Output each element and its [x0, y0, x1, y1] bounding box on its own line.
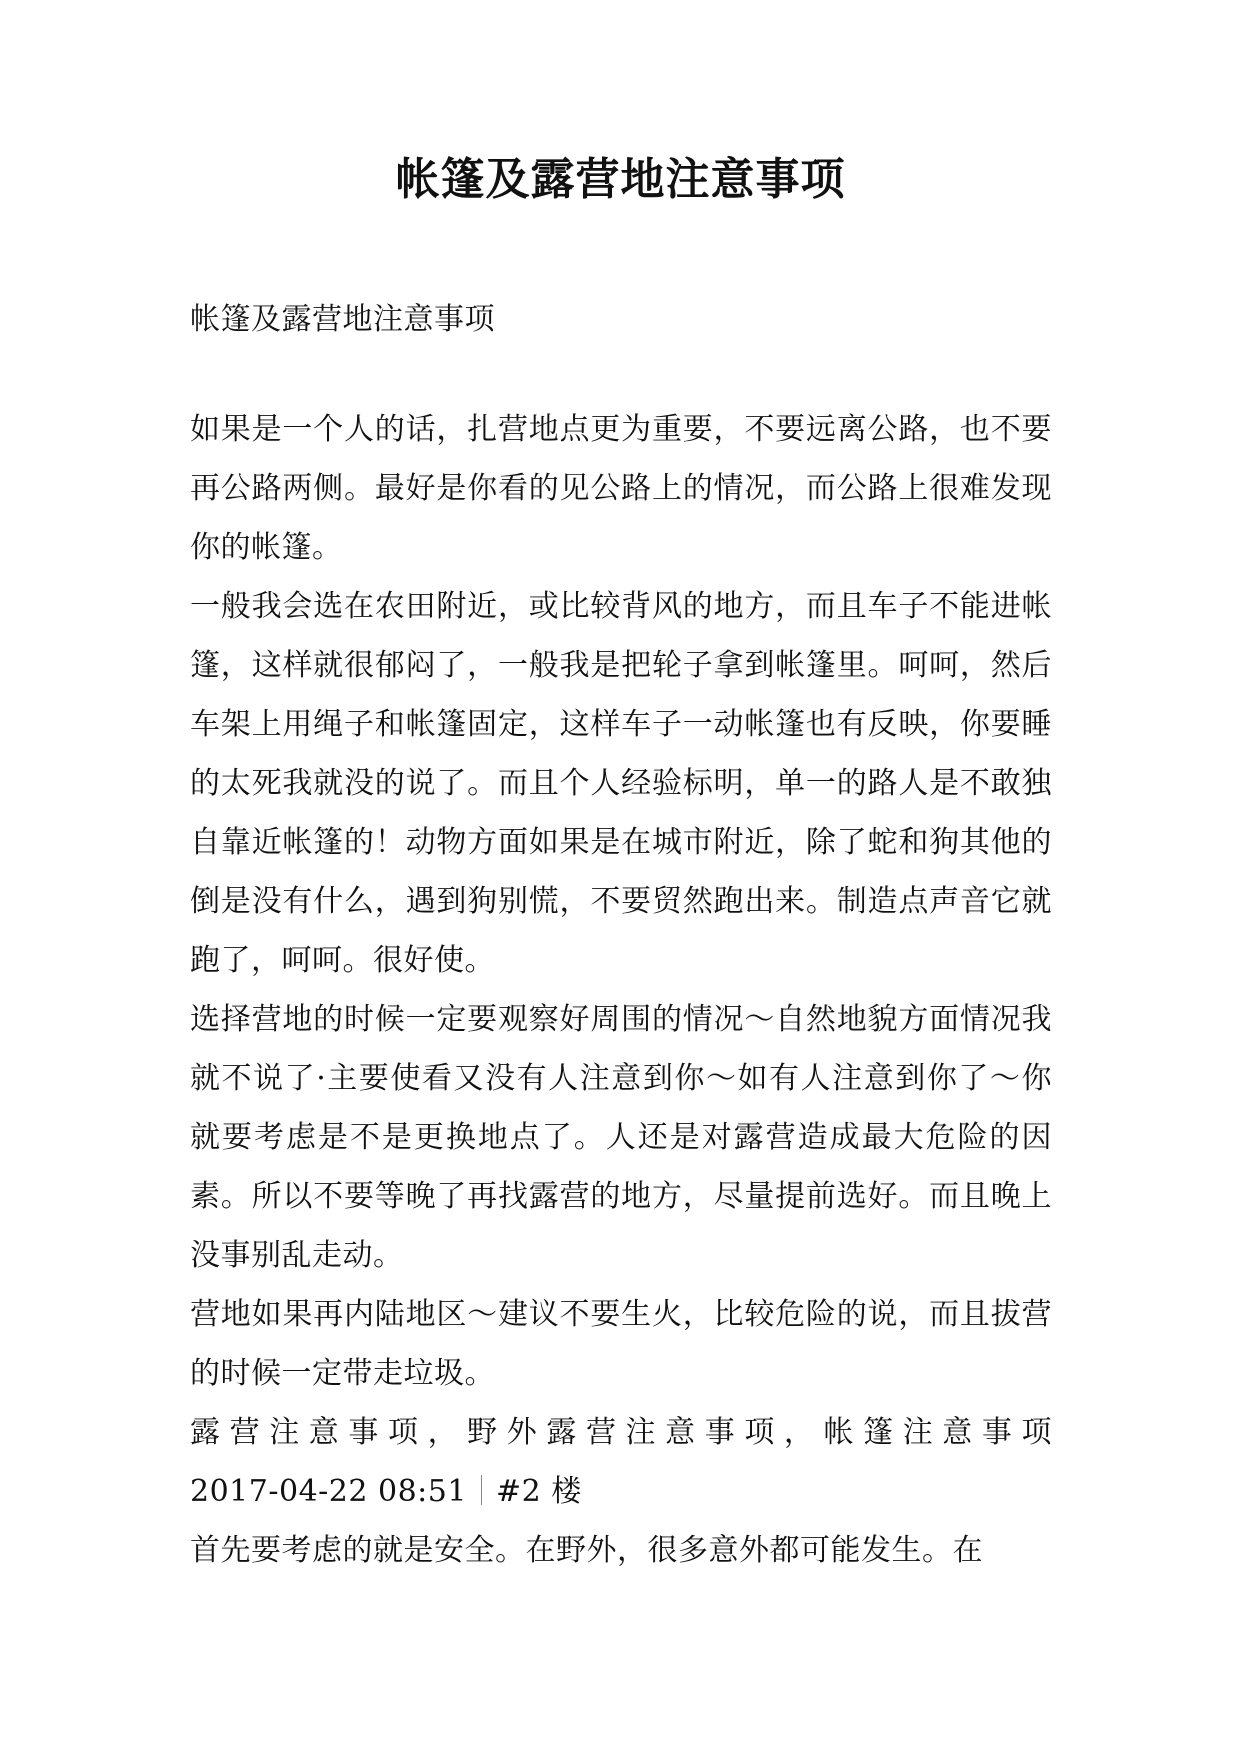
paragraph: 如果是一个人的话，扎营地点更为重要，不要远离公路，也不要再公路两侧。最好是你看的见公路上的情况，而公路上很难发现你的帐篷。 [190, 412, 1052, 565]
paragraph: 首先要考虑的就是安全。在野外，很多意外都可能发生。在 [190, 1533, 983, 1568]
paragraph: 选择营地的时候一定要观察好周围的情况～自然地貌方面情况我就不说了·主要使看又没有人注意到你～如有人注意到你了～你就要考虑是不是更换地点了。人还是对露营造成最大危险的因素。所以不要等晚了再找露营的地方，尽量提前选好。而且晚上没事别乱走动。 [190, 1002, 1052, 1273]
document-body [190, 400, 1052, 1580]
tags-line: 露营注意事项，野外露营注意事项，帐篷注意事项 [190, 1415, 1052, 1450]
paragraph: 一般我会选在农田附近，或比较背风的地方，而且车子不能进帐篷，这样就很郁闷了，一般我是把轮子拿到帐篷里。呵呵，然后车架上用绳子和帐篷固定，这样车子一动帐篷也有反映，你要睡的太死我就没的说了。而且个人经验标明，单一的路人是不敢独自靠近帐篷的！动物方面如果是在城市附近，除了蛇和狗其他的倒是没有什么，遇到狗别慌，不要贸然跑出来。制造点声音它就跑了，呵呵。很好使。 [190, 589, 1052, 978]
post-meta [190, 1462, 1052, 1521]
paragraph: 营地如果再内陆地区～建议不要生火，比较危险的说，而且拔营的时候一定带走垃圾。 [190, 1297, 1052, 1391]
meta-divider [481, 1475, 482, 1505]
document-subtitle: 帐篷及露营地注意事项 [190, 302, 495, 337]
post-floor: #2 楼 [495, 1474, 582, 1509]
post-datetime: 2017-04-22 08:51 [190, 1474, 467, 1509]
page-title: 帐篷及露营地注意事项 [395, 154, 846, 205]
